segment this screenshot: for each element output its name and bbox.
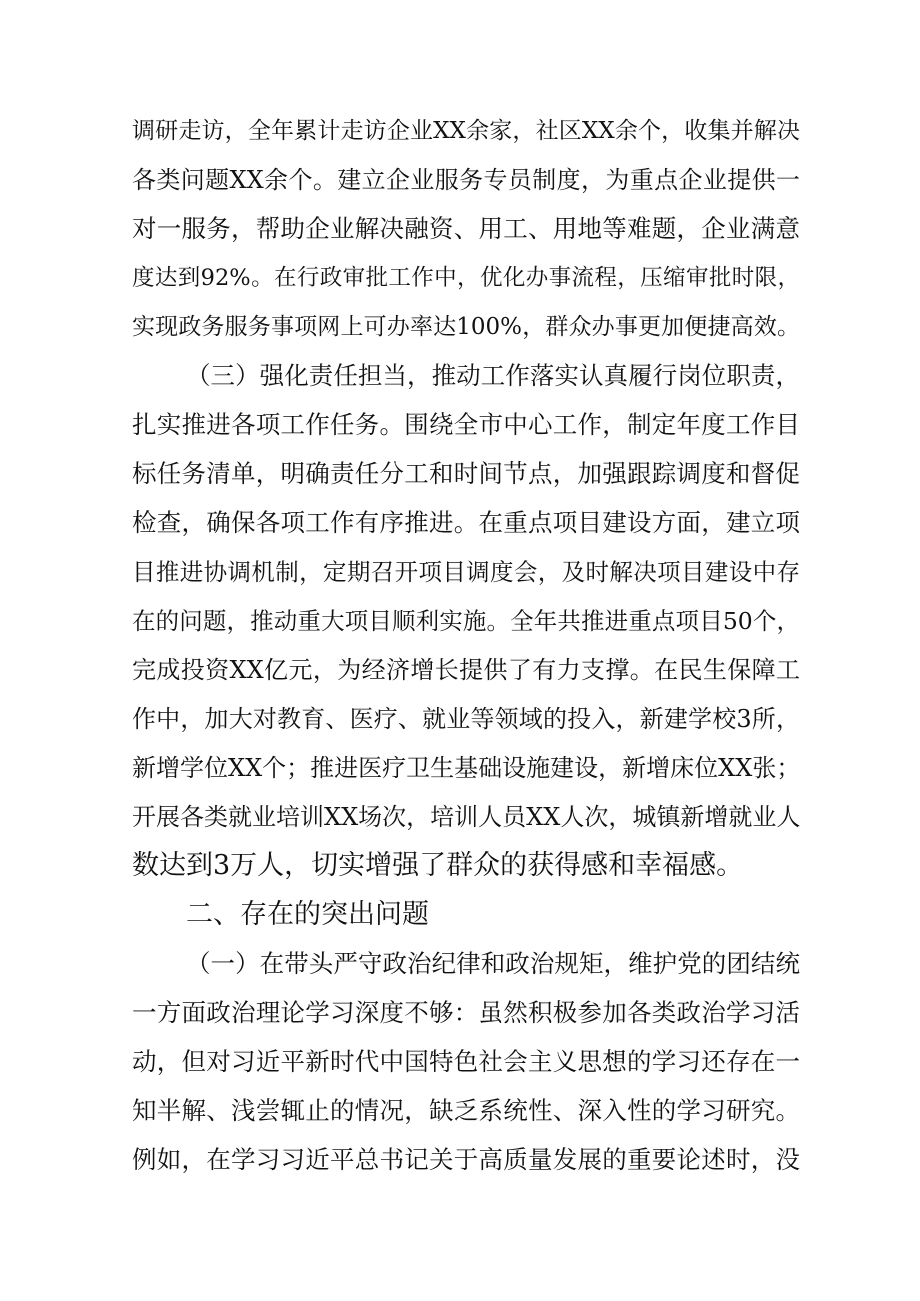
paragraph-line: 作中，加大对教育、医疗、就业等领域的投入，新建学校3所， xyxy=(132,705,800,733)
section-heading-line: （一）在带头严守政治纪律和政治规矩，维护党的团结统 xyxy=(186,949,800,978)
chapter-heading: 二、存在的突出问题 xyxy=(186,899,429,930)
paragraph-line: 完成投资XX亿元，为经济增长提供了有力支撑。在民生保障工 xyxy=(132,656,800,684)
paragraph-line: 例如，在学习习近平总书记关于高质量发展的重要论述时，没 xyxy=(132,1145,800,1174)
paragraph-line: 度达到92%。在行政审批工作中，优化办事流程，压缩审批时限， xyxy=(132,265,800,291)
paragraph-line: 知半解、浅尝辄止的情况，缺乏系统性、深入性的学习研究。 xyxy=(132,1096,800,1125)
paragraph-line: 实现政务服务事项网上可办率达100%，群众办事更加便捷高效。 xyxy=(132,314,800,340)
paragraph-line: 一方面政治理论学习深度不够：虽然积极参加各类政治学习活 xyxy=(132,998,800,1027)
paragraph-line: 对一服务，帮助企业解决融资、用工、用地等难题，企业满意 xyxy=(132,214,800,243)
paragraph-line: 调研走访，全年累计走访企业XX余家，社区XX余个，收集并解决 xyxy=(132,118,800,144)
paragraph-line: 在的问题，推动重大项目顺利实施。全年共推进重点项目50个， xyxy=(132,607,800,635)
paragraph-line: 目推进协调机制，定期召开项目调度会，及时解决项目建设中存 xyxy=(132,558,800,586)
paragraph-line: 各类问题XX余个。建立企业服务专员制度，为重点企业提供一 xyxy=(132,166,800,194)
paragraph-line: 检查，确保各项工作有序推进。在重点项目建设方面，建立项 xyxy=(132,508,800,537)
paragraph-line: 数达到3万人，切实增强了群众的获得感和幸福感。 xyxy=(132,850,744,881)
section-heading-line: （三）强化责任担当，推动工作落实认真履行岗位职责， xyxy=(186,361,800,390)
paragraph-line: 开展各类就业培训XX场次，培训人员XX人次，城镇新增就业人 xyxy=(132,803,800,831)
paragraph-line: 标任务清单，明确责任分工和时间节点，加强跟踪调度和督促 xyxy=(132,459,800,488)
paragraph-line: 动，但对习近平新时代中国特色社会主义思想的学习还存在一 xyxy=(132,1047,800,1076)
paragraph-line: 扎实推进各项工作任务。围绕全市中心工作，制定年度工作目 xyxy=(132,410,800,439)
paragraph-line: 新增学位XX个；推进医疗卫生基础设施建设，新增床位XX张； xyxy=(132,754,800,782)
